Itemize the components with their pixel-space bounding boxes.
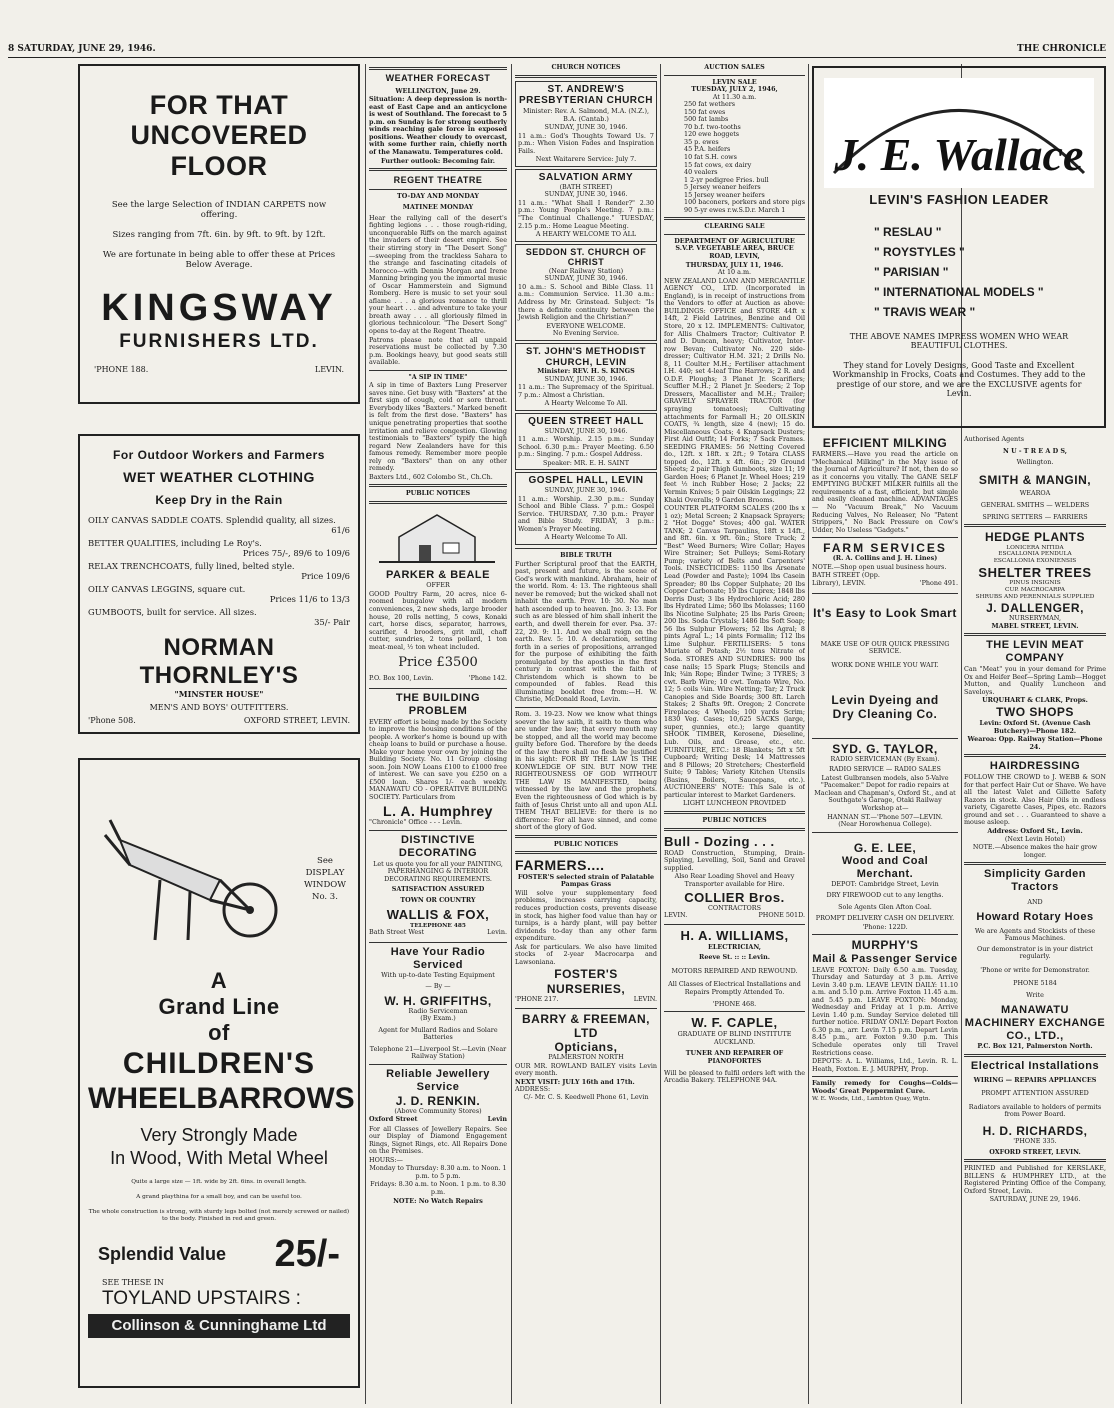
auction-header: AUCTION SALES bbox=[704, 64, 765, 71]
queen-title: QUEEN STREET HALL bbox=[528, 415, 644, 427]
taylor-addr: HANNAN ST.—'Phone 507—LEVIN. bbox=[827, 812, 943, 821]
st-andrews-title: ST. ANDREW'S PRESBYTERIAN CHURCH bbox=[519, 83, 653, 107]
decor-addr: Bath Street West bbox=[369, 928, 425, 937]
no-label: No. 3. bbox=[312, 891, 338, 902]
bull-title: Bull - Dozing . . . bbox=[664, 833, 775, 849]
stock-item: 90 5-yr ewes r.w.S.D.r. March 1 bbox=[684, 205, 786, 214]
decor-firm: WALLIS & FOX, bbox=[386, 907, 490, 923]
seddon-title: SEDDON ST. CHURCH OF CHRIST bbox=[525, 246, 647, 268]
house-illustration bbox=[369, 507, 505, 567]
thornley-sub: "MINSTER HOUSE" bbox=[174, 689, 264, 700]
radio-by: — By — bbox=[425, 981, 451, 990]
farmers-ask: Ask for particulars. We also have limited stocks of 2-year Macrocarpa and Lawsoniana. bbox=[515, 942, 657, 966]
queen-body: 11 a.m.: Worship. 2.15 p.m.: Sunday School. 6.30 p.m.: Prayer Meeting. 6.50 p.m.: Singing. 7 p.m.: Gospel Address. bbox=[518, 435, 654, 459]
jewel-name: J. D. RENKIN. bbox=[395, 1093, 481, 1108]
clearing-date: THURSDAY, JULY 11, 1946. bbox=[685, 260, 784, 269]
page-date: 8 SATURDAY, JUNE 29, 1946. bbox=[8, 44, 156, 54]
stock-item: 250 fat wethers bbox=[684, 100, 736, 109]
meat-props: URQUHART & CLARK, Props. bbox=[982, 696, 1088, 705]
hair-near: (Next Levin Hotel) bbox=[1004, 834, 1066, 843]
st-andrews-date: SUNDAY, JUNE 30, 1946. bbox=[544, 123, 628, 132]
column-5 bbox=[812, 436, 958, 1404]
meat-body: Can "Meat" you in your demand for Prime Ox and Heifer Beef—Spring Lamb—Hogget Mutton, and Quality Luncheon and Saveloys. bbox=[964, 665, 1106, 696]
regent-sub: TO-DAY AND MONDAY bbox=[397, 191, 479, 200]
richards-addr: OXFORD STREET, LEVIN. bbox=[989, 1147, 1081, 1156]
barry-next: NEXT VISIT: JULY 16th and 17th. bbox=[515, 1077, 635, 1086]
hedge-b6: SHRUBS AND PERENNIALS SUPPLIED bbox=[975, 594, 1095, 601]
thornley-sub2: MEN'S AND BOYS' OUTFITTERS. bbox=[149, 702, 289, 712]
column-3 bbox=[515, 64, 657, 1404]
jewel-body: For all Classes of Jewellery Repairs. See our Display of Diamond Engagement Rings, Signet Rings, etc. All Repairs Done on the Premises. bbox=[369, 1124, 507, 1156]
kingsway-town: LEVIN. bbox=[314, 365, 344, 375]
lee-sub: Wood and Coal Merchant. bbox=[841, 854, 929, 880]
st-johns-welcome: A Hearty Welcome To All. bbox=[544, 399, 628, 408]
wallace-ad bbox=[812, 66, 1106, 428]
radio-exam: (By Exam.) bbox=[420, 1014, 456, 1023]
bull-also: Also Rear Loading Shovel and Heavy Transporter available for Hire. bbox=[674, 872, 795, 889]
jewel-town: Levin bbox=[487, 1114, 507, 1123]
salvation-date: SUNDAY, JUNE 30, 1946. bbox=[544, 190, 628, 199]
floor-text-1: See the large Selection of INDIAN CARPETS now offering. bbox=[111, 200, 327, 221]
salvation-title: SALVATION ARMY bbox=[538, 171, 634, 183]
farmers-title: FARMERS.... bbox=[515, 857, 605, 874]
lee-depot: DEPOT: Cambridge Street, Levin bbox=[831, 879, 939, 888]
hair-body: FOLLOW THE CROWD to J. WEBB & SON for that perfect Hair Cut or Shave. We have all the latest Valet and Gillette Safety Razors in stock. Also Hair Oils in endless variety, Cigarette Cases, Pipes, etc. Razors ground and set . . . Guaranteed to shave a mouse asleep. bbox=[964, 773, 1106, 827]
weather-body: Situation: A deep depression is north-east of East Cape and an anticyclone is west of Southland. The forecast to 5 p.m. on Sunday is for strong southerly winds reaching gale force in exposed positions. Weather cloudy to overcast, with some further rain, chiefly north of the Manawatu. Temperatures cold. bbox=[369, 95, 507, 156]
parker-title: PARKER & BEALE bbox=[386, 569, 490, 582]
thornley-phone: 'Phone 508. bbox=[88, 716, 136, 726]
coughs-sig: W. E. Woods, Ltd., Lambton Quay, Wgtn. bbox=[812, 1096, 931, 1103]
salvation-sub: (BATH STREET) bbox=[559, 182, 613, 191]
murphy-title: MURPHY'S bbox=[851, 938, 919, 953]
thornley-ad bbox=[78, 434, 360, 734]
stock-item: 45 P.A. heifers bbox=[684, 145, 731, 154]
tractor-title-2: Howard Rotary Hoes bbox=[976, 910, 1094, 923]
column-2 bbox=[369, 64, 507, 1404]
masthead bbox=[8, 44, 1106, 58]
barrow-desc-3: The whole construction is strong, with sturdy legs bolted (not merely screwed or nailed) to the body. Finished in red and green. bbox=[88, 1208, 350, 1222]
wallace-logotype: J. E. Wallace bbox=[834, 129, 1084, 180]
toyland: TOYLAND UPSTAIRS : bbox=[102, 1287, 301, 1309]
tractor-phone: 'Phone or write for Demonstrator. bbox=[980, 965, 1090, 974]
stock-item: 5 Jersey weaner heifers bbox=[684, 183, 761, 192]
tractor-and: AND bbox=[1027, 898, 1043, 907]
murphy-depots: DEPOTS: A. L. Williams, Ltd., Levin. R. L. Heath, Foxton. E. J. MURPHY, Prop. bbox=[812, 1057, 958, 1073]
parker-box: P.O. Box 100, Levin. bbox=[369, 673, 434, 682]
stock-item: 40 vealers bbox=[684, 168, 718, 177]
collier-phone: PHONE 501D. bbox=[758, 911, 805, 920]
hedge-b5: CUP. MACROCARPA bbox=[1005, 587, 1065, 594]
stock-item: 150 fat ewes bbox=[684, 107, 726, 116]
taylor-near: (Near Horowhenua College). bbox=[838, 820, 932, 829]
williams-body: MOTORS REPAIRED AND REWOUND. bbox=[671, 966, 798, 975]
stock-item: 100 baconers, porkers and store pigs bbox=[684, 198, 805, 207]
tractor-num: PHONE 5184 bbox=[1013, 979, 1057, 988]
church-header: CHURCH NOTICES bbox=[551, 64, 621, 71]
st-andrews-minister: Minister: Rev. A. Salmond, M.A. (N.Z.), B.A. (Cantab.) bbox=[522, 107, 650, 123]
hair-title: HAIRDRESSING bbox=[989, 760, 1081, 773]
radio-title: Have Your Radio Serviced bbox=[390, 946, 486, 972]
fosters-phone: 'PHONE 217. bbox=[515, 994, 559, 1003]
item-5: GUMBOOTS, built for service. All sizes. bbox=[88, 606, 257, 617]
imprint-body: PRINTED and Published for KERSLAKE, BILLENS & HUMPHREY LTD., at the Registered Printing Office of the Company, Oxford Street, Levin. bbox=[964, 1164, 1106, 1195]
richards-firm: H. D. RICHARDS, bbox=[982, 1124, 1088, 1139]
barry-addr-2: C/- Mr. C. S. Keedwell Phone 61, Levin bbox=[523, 1092, 649, 1101]
item-1: OILY CANVAS SADDLE COATS. Splendid quality, all sizes. bbox=[88, 514, 336, 525]
radio-sub: With up-to-date Testing Equipment bbox=[381, 971, 495, 980]
hedge-b4: PINUS INSIGNIS bbox=[1009, 580, 1061, 587]
fosters-town: LEVIN. bbox=[633, 994, 657, 1003]
parker-phone: 'Phone 142. bbox=[468, 673, 507, 682]
lee-prompt: PROMPT DELIVERY CASH ON DELIVERY. bbox=[815, 914, 955, 923]
smith-gen: GENERAL SMITHS — WELDERS bbox=[980, 501, 1090, 510]
building-body: EVERY effort is being made by the Society to improve the housing conditions of the people. A worker's home is bound up with cheap loans to build or purchase a house. Make your home your own by joining the Building Society. No. 11 Group closing soon. Join NOW Loans £100 to £1000 free of interest. We can save you £250 on a £500 loan. Shares 1/- each weekly. MANAWATU CO - OPERATIVE BUILDING SOCIETY. Particulars from bbox=[369, 717, 507, 802]
barry-town: PALMERSTON NORTH bbox=[548, 1053, 624, 1062]
public-notices-header: PUBLIC NOTICES bbox=[405, 489, 471, 498]
elec-prompt: PROMPT ATTENTION ASSURED bbox=[981, 1089, 1089, 1098]
meat-two: TWO SHOPS bbox=[996, 704, 1074, 719]
shelter-title: SHELTER TREES bbox=[978, 565, 1092, 581]
taylor-serv: RADIO SERVICE — RADIO SALES bbox=[829, 765, 941, 774]
lee-body: DRY FIREWOOD cut to any lengths. bbox=[826, 891, 944, 900]
wheelbarrow-illustration bbox=[100, 780, 300, 960]
lee-title: G. E. LEE, bbox=[853, 840, 917, 855]
item-2: BETTER QUALITIES, including Le Roy's. bbox=[88, 537, 262, 548]
sip-sig: Baxters Ltd., 602 Colombo St., Ch.Ch. bbox=[369, 472, 493, 481]
jewel-hours: HOURS:— bbox=[369, 1155, 403, 1164]
clearing-body-2: COUNTER PLATFORM SCALES (200 lbs x 1 oz); Metal Screen; 2 Knapsack Sprayers; 2 "Hot Dogge" Stoves; 400 gal. WATER TANK; 2 Canvas Tarpaulins, 18ft x 14ft., and 8ft. 6in. x 9ft. 6in.; Store Truck; 2 "Best" Weed Burners; Wire Collar; Hayes Wire Strainer; Set Pulleys; Semi-Rotary Pump; variety of Belts and Carpenters' Tools. INSECTICIDES: 1150 lbs Arsenate Lead (Powder and Paste); 1094 lbs Casein Spreader; 80 lbs Copper Sulphate; 20 lbs Copper Carbonate; 19 lbs Cuprex; 1848 lbs Derris Dust; 3 lbs Hydrochloric Acid; 280 lbs Hydrated Lime; 560 lbs Molasses; 1160 lbs Nicotine Sulphate; 25 lbs Paris Green; 200 lbs. Soda Crystals; 1486 lbs Soft Soap; 56 lbs Sulphur Flowers; 52 lbs Agral; 8 pints Agral L.; 14 pints Formalin; 112 lbs Lime Sulphur. FERTILISERS: 5 tons Muriate of Potash; 2½ tons Nitrate of Soda. STORES AND SUNDRIES: 900 lbs case nails; 15 Spark Plugs; Stencils and Ink; ¾in Rope; Binder Twine; 3 TYRES; 3 cwt. Barb Wire; 10 cwt. Tomato Wire, No. 12; 5 coils ¼in. Wire Netting; Tar; 2 Truck Canopies and Side Boards; 300 8ft. Larch Stakes; 2 Shafts 9ft. Oregon; 2 Concrete Fireplaces; 4 Wheels; 100 yards Scrim; 1830 Veg. Cases; 10,625 SACKS (large, super, gunnies, etc.); large quantity SHOOK TIMBER, Kerosene, Dieseline, Lub. Oils, and Grease, etc., etc. FURNITURE, ETC.: 18 Blankets; 5ft x 5ft Cupboard; Writing Desk; 14 Mattresses and 8 Pillows; 20 Stretchers; Chesterfield Suite; 9 Tables; Variety Kitchen Utensils (Basins, Boilers, Saucepans, etc.). AUCTIONEERS' NOTE: This Sale is of particular interest to Market Gardeners. bbox=[664, 504, 805, 799]
smith-firm: SMITH & MANGIN, bbox=[978, 472, 1092, 487]
floor-text-3: We are fortunate in being able to offer these at Prices Below Average. bbox=[102, 250, 336, 271]
barry-addr: ADDRESS: bbox=[515, 1085, 551, 1094]
item-3: RELAX TRENCHCOATS, fully lined, belted style. bbox=[88, 560, 295, 571]
price-1: 61/6 bbox=[331, 525, 350, 536]
milking-title: EFFICIENT MILKING bbox=[822, 436, 948, 450]
seddon-sub: (Near Railway Station) bbox=[548, 266, 624, 275]
stock-item: 15 fat cows, ex dairy bbox=[684, 160, 752, 169]
farm-title: FARM SERVICES bbox=[823, 541, 947, 556]
nu-title: N U - T R E A D S, bbox=[1003, 446, 1067, 455]
sip-body: A sip in time of Baxters Lung Preserver saves nine. Get busy with "Baxters" at the first sign of cough, cold or sore throat. Everybody likes "Baxters." Marked benefit is felt from the first dose. "Baxters" has unique penetrating properties that soothe irritation and relieve congestion. Glowing testimonials to "Baxters" typify the high regard New Zealanders have for this famous remedy. Remember more people rely on "Baxters" than on any other remedy. bbox=[369, 381, 507, 473]
decor-town: TOWN OR COUNTRY bbox=[400, 895, 476, 904]
hedge-b3: ESCALLONIA EXONIENSIS bbox=[993, 558, 1077, 565]
collier-firm: COLLIER Bros. bbox=[684, 889, 785, 905]
stock-list bbox=[664, 101, 805, 214]
barrow-strong: Very Strongly Made bbox=[140, 1124, 298, 1145]
building-office: "Chronicle" Office - - - Levin. bbox=[369, 818, 462, 827]
jewel-note: NOTE: No Watch Repairs bbox=[393, 1196, 483, 1205]
gospel-welcome: A Hearty Welcome To All. bbox=[544, 533, 628, 542]
barry-sub: Opticians, bbox=[554, 1039, 618, 1054]
stock-item: 15 Jersey weaner heifers bbox=[684, 190, 765, 199]
decor-sat: SATISFACTION ASSURED bbox=[391, 885, 485, 894]
floor-text-2: Sizes ranging from 7ft. 6in. by 9ft. to 9ft. by 12ft. bbox=[112, 230, 326, 241]
hair-note: NOTE.—Absence makes the hair grow longer. bbox=[972, 843, 1098, 859]
smart-title: It's Easy to Look Smart bbox=[813, 606, 957, 621]
caple-role: TUNER AND REPAIRER OF PIANOFORTES bbox=[685, 1049, 784, 1066]
nu-town: Wellington. bbox=[1016, 458, 1054, 467]
wallace-text-2: They stand for Lovely Designs, Good Taste and Excellent Workmanship in Frocks, Coats and Costumes. They add to the prestige of our store, and we are the EXCLUSIVE agents for Levin. bbox=[832, 360, 1086, 398]
barrow-desc-2: A grand playthina for a small boy, and can be useful too. bbox=[136, 1193, 302, 1200]
jewel-above: (Above Community Stores) bbox=[394, 1107, 482, 1116]
column-6 bbox=[964, 436, 1106, 1404]
seddon-no: No Evening Service. bbox=[552, 329, 620, 338]
hair-addr: Address: Oxford St., Levin. bbox=[987, 826, 1083, 835]
radio-tel: Telephone 21—Liverpool St.—Levin (Near Railway Station) bbox=[369, 1044, 507, 1061]
meat-title: THE LEVIN MEAT COMPANY bbox=[986, 639, 1084, 665]
murphy-body: LEAVE FOXTON: Daily 6.50 a.m. Tuesday, Thursday and Saturday at 3 p.m. Arrive Levin 3.40 p.m. LEAVE LEVIN DAILY: 11.10 a.m. and 5.10 p.m. Arrive Foxton 11.45 a.m. and 5.45 p.m. LEAVE FOXTON: Monday, Wednesday and Friday at 1 p.m. Arrive Levin 1.40 p.m. Sunday Service deleted till further notice. FRIDAY ONLY: Depart Foxton 6.30 p.m., arr. Levin 7.15 p.m. Depart Levin 8.45 p.m., arr. Foxton 9.30 p.m. This Schedule operates only till Travel Restrictions cease. bbox=[812, 965, 958, 1057]
caple-body: Will be pleased to fulfil orders left with the Arcadia Bakery. TELEPHONE 94A. bbox=[664, 1068, 805, 1085]
stock-item: 120 ewe hoggets bbox=[684, 130, 740, 139]
jewel-h2: Fridays: 8.30 a.m. to Noon. 1 p.m. to 8.30 p.m. bbox=[370, 1180, 506, 1196]
st-andrews-next: Next Waitarere Service: July 7. bbox=[535, 155, 637, 164]
levin-sale-time: At 11.30 a.m. bbox=[712, 92, 757, 101]
collier-role: CONTRACTORS bbox=[708, 903, 761, 912]
column-4 bbox=[664, 64, 805, 1404]
gospel-title: GOSPEL HALL, LEVIN bbox=[528, 475, 644, 487]
regent-body-2: Patrons please note that all unpaid reservations must be collected by 7.30 p.m. Bookings heavy, but good seats still available. bbox=[369, 335, 507, 367]
public-notices-4: PUBLIC NOTICES bbox=[702, 815, 767, 824]
elec-body: WIRING — REPAIRS APPLIANCES bbox=[973, 1075, 1097, 1084]
barrow-price: 25/- bbox=[274, 1233, 340, 1276]
williams-phone: 'PHONE 468. bbox=[712, 999, 757, 1008]
st-johns-body: 11 a.m.: The Supremacy of the Spiritual. 7 p.m.: Almost a Christian. bbox=[518, 383, 654, 399]
clearing-title: CLEARING SALE bbox=[704, 222, 765, 231]
tractor-title: Simplicity Garden Tractors bbox=[983, 868, 1087, 894]
paper-name: THE CHRONICLE bbox=[1017, 44, 1106, 54]
decor-town-2: Levin. bbox=[487, 928, 507, 937]
brand-reslau: " RESLAU " bbox=[874, 224, 942, 239]
display-label: DISPLAY bbox=[305, 867, 345, 878]
stock-item: 500 fat lambs bbox=[684, 115, 729, 124]
coughs-text: Family remedy for Coughs—Colds—Woods' Great Peppermint Cure. bbox=[812, 1079, 958, 1095]
williams-title: H. A. WILLIAMS, bbox=[680, 928, 789, 944]
smart-wait: WORK DONE WHILE YOU WAIT. bbox=[831, 660, 939, 669]
richards-phone: 'PHONE 335. bbox=[1013, 1137, 1057, 1146]
hedge-title: HEDGE PLANTS bbox=[984, 530, 1085, 545]
parker-offer: OFFER bbox=[426, 581, 450, 590]
gospel-date: SUNDAY, JUNE 30, 1946. bbox=[544, 486, 628, 495]
stock-item: 1 2-yr pedigree Fries. bull bbox=[684, 175, 769, 184]
decor-tel: TELEPHONE 485 bbox=[410, 922, 466, 929]
barry-body: OUR MR. ROWLAND BAILEY visits Levin every month. bbox=[515, 1061, 657, 1078]
farm-body: NOTE.—Shop open usual business hours. bbox=[812, 562, 947, 571]
weather-dateline: WELLINGTON, June 29. bbox=[395, 86, 481, 95]
collinson-logo: Collinson & Cunninghame Ltd bbox=[88, 1314, 350, 1338]
smart-body: MAKE USE OF OUR QUICK PRESSING SERVICE. bbox=[820, 639, 950, 656]
wallace-text-1: THE ABOVE NAMES IMPRESS WOMEN WHO WEAR BEAUTIFUL CLOTHES. bbox=[849, 331, 1069, 351]
st-johns-date: SUNDAY, JUNE 30, 1946. bbox=[544, 374, 628, 383]
farm-sub: (R. A. Collins and J. H. Lines) bbox=[832, 554, 938, 563]
building-title: THE BUILDING PROBLEM bbox=[395, 691, 481, 717]
elec-body-2: Radiators available to holders of permits from Power Board. bbox=[968, 1102, 1102, 1119]
williams-addr: Reeve St. :: :: Levin. bbox=[699, 953, 770, 962]
brand-roystyles: " ROYSTYLES " bbox=[874, 244, 965, 259]
wheelbarrow-ad bbox=[78, 758, 360, 1388]
stock-item: 70 b.f. two-tooths bbox=[684, 122, 741, 131]
tractor-write: Write bbox=[1026, 990, 1044, 999]
bible-body: Further Scriptural proof that the EARTH, past, present and future, is the scene of God's work with mankind. Abraham, heir of the world. Rom. 4: 13. The righteous shall never be removed; but the wicked shall not inhabit the earth. Prov. 10: 30. No man hath ascended up to heaven. Jno. 3: 13. For such as are blessed of him shall inherit the earth, and dwell therein for ever. Psa. 37: 22, 29. 9: 11. And we shall reign on the earth. Rev. 5: 10. A declaration, setting forth in a series of propositions, arranged for the purpose of exhibiting the faith promulgated by the apostles in the first century in contrast with the faith of Christendom which is shown to be compounded of fables. Read this illuminating booklet free from:—H. W. Christie, McDonald Road, Levin. bbox=[515, 559, 657, 704]
thornley-addr: OXFORD STREET, LEVIN. bbox=[243, 716, 350, 726]
clearing-dept: DEPARTMENT OF AGRICULTURE S.V.P. VEGETABLE AREA, BRUCE ROAD, LEVIN, bbox=[674, 236, 795, 261]
clearing-time: At 10 a.m. bbox=[717, 268, 752, 277]
brand-travis: " TRAVIS WEAR " bbox=[874, 304, 976, 319]
barrow-a: A bbox=[210, 968, 228, 993]
barrow-childrens: CHILDREN'S bbox=[122, 1046, 316, 1080]
queen-date: SUNDAY, JUNE 30, 1946. bbox=[544, 426, 628, 435]
weather-outlook: Further outlook: Becoming fair. bbox=[381, 156, 495, 165]
price-4: Prices 11/6 to 13/3 bbox=[269, 594, 350, 605]
decor-title: DISTINCTIVE DECORATING bbox=[398, 833, 478, 859]
floor-heading-2: FLOOR bbox=[170, 151, 268, 181]
thornley-h1: For Outdoor Workers and Farmers bbox=[113, 448, 325, 462]
st-johns-title: ST. JOHN'S METHODIST CHURCH, LEVIN bbox=[526, 345, 646, 368]
thornley-h2: WET WEATHER CLOTHING bbox=[123, 469, 315, 486]
farmers-body: Will solve your supplementary feed problems, increases carrying capacity, reduces production costs, prevents disease in stock, has higher food value than hay or turnips, is a hardy plant, will pay better dividends to-day than any other farm expenditure. bbox=[515, 888, 657, 943]
st-johns-minister: Minister: REV. H. S. KINGS bbox=[537, 367, 635, 376]
kingsway-phone: 'PHONE 188. bbox=[94, 365, 149, 375]
meat-levin: Levin: Oxford St. (Avenue Cash Butchery)—Phone 182. bbox=[979, 718, 1091, 735]
parker-price: Price £3500 bbox=[398, 655, 478, 671]
barrow-of: of bbox=[208, 1019, 230, 1045]
see-these: SEE THESE IN bbox=[102, 1278, 164, 1288]
farmers-sub: FOSTER'S selected strain of Palatable Pampas Grass bbox=[517, 872, 655, 889]
kingsway-sub: FURNISHERS LTD. bbox=[119, 330, 319, 352]
meat-wear: Wearoa: Opp. Railway Station—Phone 24. bbox=[967, 735, 1103, 751]
parker-body: GOOD Poultry Farm, 20 acres, nice 6-roomed bungalow with all modern conveniences, 2 new sheds, large brooder house, 20 rolls netting, 5 cows, Konaki cart, horse discs, separator, harrows, scarifier, 4 brooders, grit mill, chaff cutter, sundries, 2 tons pollard, 1 ton meat-meal, ½ ton wheat included. bbox=[369, 589, 507, 651]
farm-phone: 'Phone 491. bbox=[919, 579, 958, 588]
item-4: OILY CANVAS LEGGINS, square cut. bbox=[88, 583, 246, 594]
manawatu-firm: MANAWATU MACHINERY EXCHANGE CO., LTD., bbox=[964, 1004, 1106, 1043]
taylor-role: RADIO SERVICEMAN (By Exam). bbox=[830, 754, 940, 763]
williams-body-2: All Classes of Electrical Installations and Repairs Promptly Attended To. bbox=[668, 980, 801, 996]
jewel-title: Reliable Jewellery Service bbox=[386, 1067, 490, 1093]
lee-agent: Sole Agents Glen Afton Coal. bbox=[838, 902, 932, 911]
salvation-welcome: A HEARTY WELCOME TO ALL bbox=[535, 230, 637, 239]
bible-title: BIBLE TRUTH bbox=[560, 551, 612, 560]
smith-town: WEAROA bbox=[1019, 488, 1051, 497]
regent-title: REGENT THEATRE bbox=[393, 175, 483, 186]
queen-speaker: Speaker: MR. E. H. SAINT bbox=[542, 458, 630, 467]
dyeing-firm: Levin Dyeing and Dry Cleaning Co. bbox=[831, 693, 939, 722]
wallace-sub: LEVIN'S FASHION LEADER bbox=[869, 192, 1049, 208]
price-3: Price 109/6 bbox=[301, 571, 350, 582]
dallenger-firm: J. DALLENGER, bbox=[986, 600, 1084, 615]
levin-sale-date: TUESDAY, JULY 2, 1946, bbox=[691, 85, 778, 94]
smith-spring: SPRING SETTERS — FARRIERS bbox=[982, 512, 1088, 521]
williams-role: ELECTRICIAN, bbox=[707, 942, 762, 951]
weather-title: WEATHER FORECAST bbox=[385, 73, 491, 83]
elec-title: Electrical Installations bbox=[970, 1059, 1100, 1072]
hedge-b2: ESCALLONIA PENDULA bbox=[998, 551, 1072, 558]
jewel-addr: Oxford Street bbox=[369, 1114, 418, 1123]
murphy-sub: Mail & Passenger Service bbox=[812, 952, 958, 965]
radio-agent: Agent for Mullard Radios and Solare Batteries bbox=[378, 1025, 498, 1042]
dallenger-addr: MABEL STREET, LEVIN. bbox=[991, 621, 1079, 630]
building-name: L. A. Humphrey bbox=[383, 802, 493, 819]
decor-body: Let us quote you for all your PAINTING, PAPERHANGING & INTERIOR DECORATING REQUIREMENTS. bbox=[373, 859, 503, 883]
regent-body: Hear the rallying call of the desert's fighting legions . . . those rough-riding, unconquerable Riffs on the march against the invaders of their desert empire. See their stirring story in "The Desert Song" —sweeping from the trackless Sahara to the strange and fascinating citadels of Morocco—with Dennis Morgan and Irene Manning bringing you the immortal music of Oscar Hammerstein and Sigmund Romberg. Here is music to set your soul aflame . . . a glorious romance to thrill your heart . . . and adventure to take your breath away . . . all gloriously filmed in glorious technicolour. "The Desert Song" opens to-day at the Regent Theatre. bbox=[369, 213, 507, 335]
gospel-body: 11 a.m.: Worship. 2.30 p.m.: Sunday School and Bible Class. 7 p.m.: Gospel Service. THURSDAY, 7.30 p.m.: Prayer and Bible Study. FRIDAY, 3 p.m.: Women's Prayer Meeting. bbox=[518, 494, 654, 533]
bible-body-2: Rom. 3. 19-23. Now we know what things soever the law saith, it saith to them who are under the law; that every mouth may be stopped, and all the world may become guilty before God. Therefore by the deeds of the law there shall no flesh be justified in his sight: FOR BY THE LAW IS THE KONWLEDGE OF SIN. BUT NOW THE RIGHTEOUSNESS OF GOD WITHOUT THE LAW IS MANIFESTED, being witnessed by the law and the prophets. Even the righteousness of God which is by faith of Jesus Christ unto all and upon ALL THEM THAT BELIEVE: for there is no difference: For all have sinned, and come short of the glory of God. bbox=[515, 709, 657, 832]
dallenger-role: NURSERYMAN, bbox=[1008, 614, 1062, 623]
brand-parisian: " PARISIAN " bbox=[874, 264, 949, 279]
fosters-firm: FOSTER'S NURSERIES, bbox=[546, 967, 626, 996]
jewel-h1: Monday to Thursday: 8.30 a.m. to Noon. 1 p.m. to 5 p.m. bbox=[369, 1164, 507, 1180]
kingsway-ad bbox=[78, 64, 360, 404]
farm-addr: BATH STREET (Opp. Library), LEVIN. bbox=[812, 571, 880, 587]
brand-international: " INTERNATIONAL MODELS " bbox=[874, 284, 1044, 299]
thornley-h3: Keep Dry in the Rain bbox=[155, 492, 283, 507]
column-1 bbox=[78, 64, 360, 1404]
kingsway-brand: KINGSWAY bbox=[101, 287, 337, 330]
stock-item: 10 fat S.H. cows bbox=[684, 153, 737, 162]
collier-town: LEVIN. bbox=[664, 911, 688, 920]
sip-title: "A SIP IN TIME" bbox=[408, 372, 468, 381]
wallace-logo bbox=[824, 78, 1094, 188]
seddon-body: 10 a.m.: S. School and Bible Class. 11 a.m.: Communion Service. 11.30 a.m.: Address by Mr. Grinstead. Subject: "Is there a definite continuity between the Jewish Religion and the Christian?" bbox=[518, 282, 654, 322]
see-label: See bbox=[317, 856, 333, 866]
tractor-body: We are Agents and Stockists of these Famous Machines. bbox=[974, 926, 1096, 943]
milking-body: FARMERS.—Have you read the article on "Mechanical Milking" in the May issue of the Journal of Agriculture? If not, then do so as it concerns you vitally. The GANE SELF EMPTYING BUCKET MILKER fulfills all the requirements of a fast, efficient, but simple and easily cleaned machine. ADVANTAGES — No "Vacuum Break," No Vacuum Reducing Valves, No Releaser, No "Patent Strippers," No Back Pressure on Cow's Udder, No Useless "Gadgets." bbox=[812, 450, 958, 534]
clearing-body: NEW ZEALAND LOAN AND MERCANTILE AGENCY CO., LTD. (Incorporated in England), is in receipt of instructions from the Vendors to offer at Auction as above: BUILDINGS: OFFICE and STORE 44ft x 14ft, 2 Field Latrines, Benzine and Oil Store, 20 x 12. IMPLEMENTS: Cultivator, for Allis Chalmers Tractor; Cultivator P. and D. Duncan, heavy; Cultivator, Inter-row Bevan; Cultivator No. 220 side-dresser; Cultivator H.M. 321; 2 Drills No. 8, 11 Coulter M.H.; Fertiliser attachment I.H. 440; set 4-leaf Tine Harrows; 2 R. and O.D.F. Ploughs; 3 Planet Jr. Scarifiers; Scuffler M.H.; 2 Planet Jr. Seeders; 2 Top Dressers, Macallister and M.H.; Trailer; GRAVELY SPRAYER TRACTOR (for spraying tomatoes); Cultivating attachments for Farmall H.; 20 OILSKIN COATS, ¾ length, size 4 (new); 15 do. Miscellaneous Coats; 4 Knapsack Dusters; First Aid Outfit; 14 Forks; 7 Sack Frames. SEEDING FRAMES: 56 Netting Covered do., 12ft. x 18ft. x 2ft.; 9 Totara CLASS topped do., 12ft. x 4ft. 6in.; 29 Ground Sheets; 2 pair Thigh Gumboots, size 11; 19 Garden Hoes; 6 Planet Jr. Wheel Hoes; 219 feet ½ inch Rubber Hose; 2 Jacks; 22 Vermin Knives; 5 pair Oilskin Leggings; 22 Khaki Overalls; 9 Garden Brooms. bbox=[664, 276, 805, 504]
taylor-title: SYD. G. TAYLOR, bbox=[832, 741, 938, 756]
manawatu-box: P.C. Box 121, Palmerston North. bbox=[977, 1042, 1093, 1051]
caple-title: W. F. CAPLE, bbox=[691, 1015, 778, 1031]
floor-heading: FOR THAT UNCOVERED bbox=[130, 90, 308, 150]
regent-sub2: MATINEE MONDAY bbox=[402, 203, 474, 212]
salvation-body: 11 a.m.: "What Shall I Render?" 2.30 p.m.: Young People's Meeting. 7 p.m.: "The Continual Challenge." TUESDAY, 2.15 p.m.: Home League Meeting. bbox=[518, 198, 654, 230]
radio-name: W. H. GRIFFITHS, bbox=[384, 993, 492, 1008]
price-2: Prices 75/-, 89/6 to 109/6 bbox=[242, 548, 350, 559]
taylor-body: Latest Gulbransen models, also 5-Valve "Pacemaker." Depot for radio repairs at Maclean and Chapman's, Oxford St., and at Southgate's Garage, Otaki Railway Workshop at— bbox=[814, 773, 956, 812]
st-andrews-body: 11 a.m.: God's Thoughts Toward Us. 7 p.m.: When Vision Fades and Inspiration Fails. bbox=[518, 131, 654, 155]
caple-grad: GRADUATE OF BLIND INSTITUTE AUCKLAND. bbox=[677, 1030, 792, 1046]
seddon-date: SUNDAY, JUNE 30, 1946. bbox=[544, 274, 628, 283]
clearing-lunch: LIGHT LUNCHEON PROVIDED bbox=[683, 799, 786, 808]
hedge-b1: LONICERA NITIDA bbox=[1006, 544, 1064, 551]
window-label: WINDOW bbox=[303, 879, 346, 890]
stock-item: 35 p. ewes bbox=[684, 137, 719, 146]
nu-auth: Authorised Agents bbox=[964, 436, 1024, 443]
barry-title: BARRY & FREEMAN, LTD bbox=[521, 1011, 650, 1040]
lee-phone: 'Phone: 122D. bbox=[862, 922, 908, 931]
barrow-desc-1: Quite a large size — 1ft. wide by 2ft. 6ins. in overall length. bbox=[131, 1179, 307, 1186]
tractor-demo: Our demonstrator is in your district regularly. bbox=[977, 944, 1093, 961]
price-5: 35/- Pair bbox=[314, 617, 350, 628]
seddon-welcome: EVERYONE WELCOME. bbox=[546, 321, 626, 330]
barrow-grand: Grand Line bbox=[158, 993, 280, 1019]
barrow-wheelbarrows: WHEELBARROWS bbox=[88, 1082, 355, 1116]
levin-sale-title: LEVIN SALE bbox=[712, 77, 757, 86]
public-notices-3: PUBLIC NOTICES bbox=[553, 839, 619, 848]
bull-body: ROAD Construction, Stumping, Drain-Splaying, Levelling, Soil, Sand and Gravel supplied. bbox=[664, 848, 805, 872]
thornley-brand: NORMAN THORNLEY'S bbox=[139, 633, 299, 690]
barrow-wood: In Wood, With Metal Wheel bbox=[110, 1147, 328, 1168]
radio-role: Radio Serviceman bbox=[408, 1006, 468, 1015]
barrow-value: Splendid Value bbox=[98, 1244, 227, 1265]
imprint-date: SATURDAY, JUNE 29, 1946. bbox=[989, 1195, 1081, 1204]
